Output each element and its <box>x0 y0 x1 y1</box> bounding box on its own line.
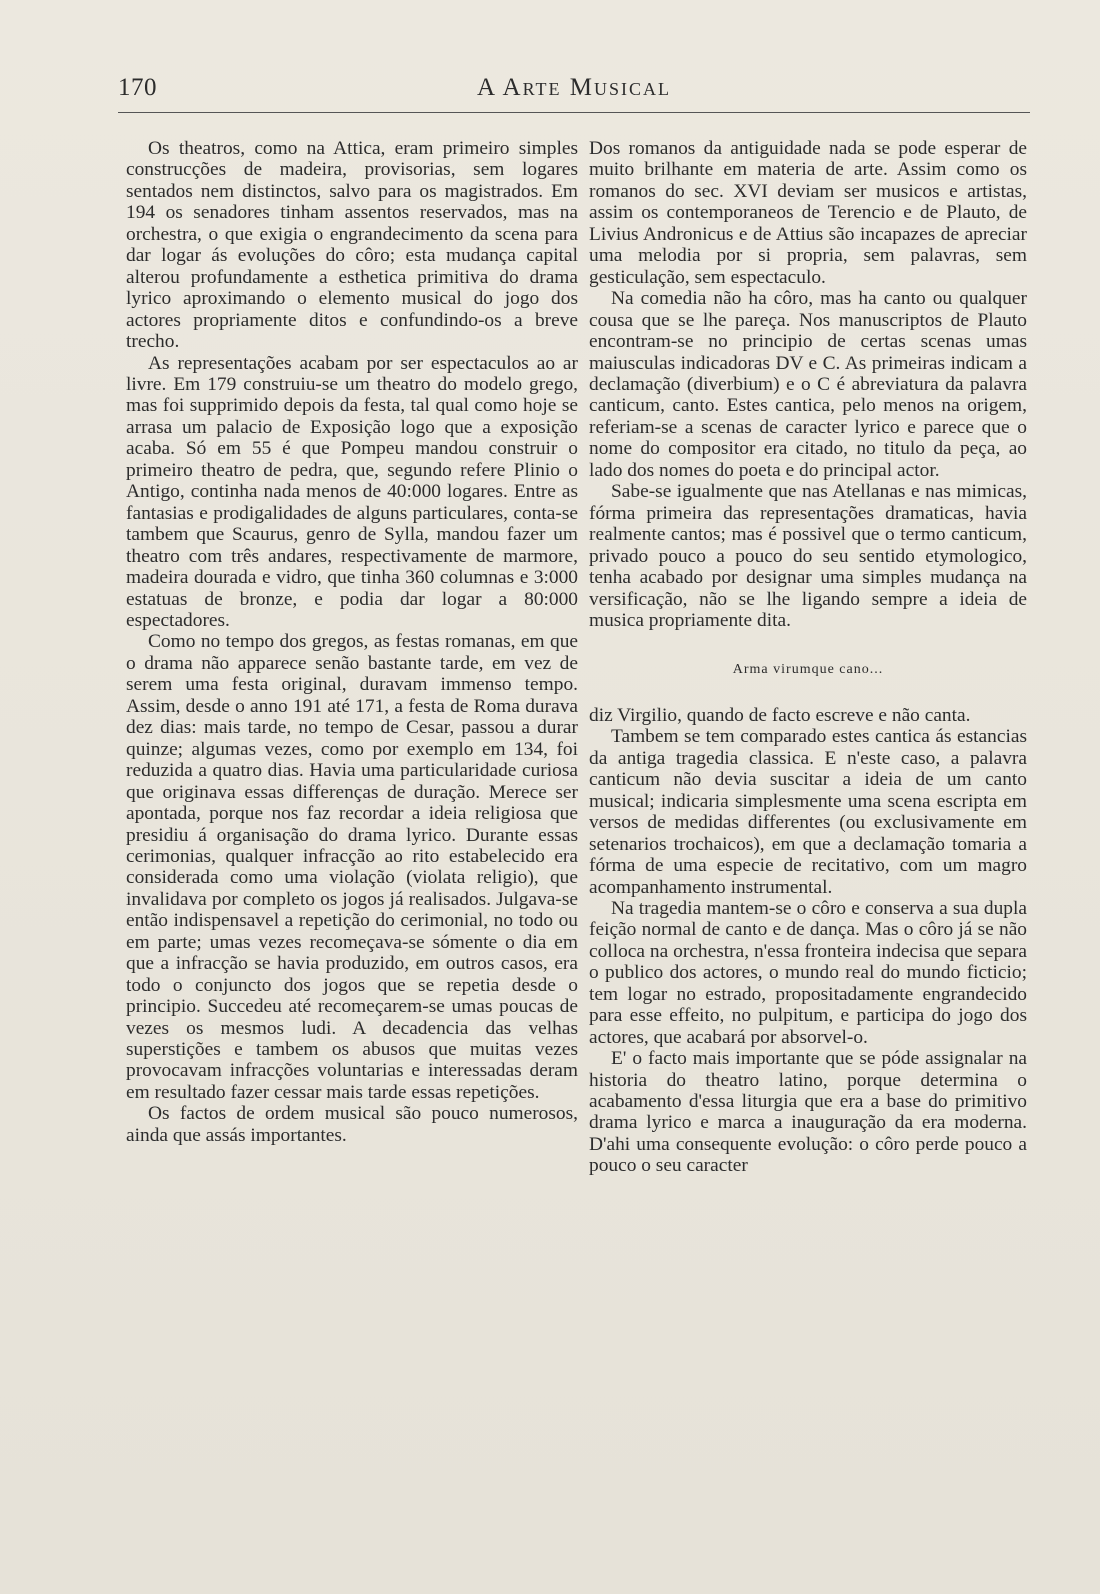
paragraph: E' o facto mais importante que se póde assignalar na historia do theatro latino, porque determina o acabamento d'essa liturgia que era a base do primitivo drama lyrico e marca a inauguração da era moderna. D'ahi uma consequente evolução: o côro perde pouco a pouco o seu caracter <box>589 1048 1027 1177</box>
paragraph: Sabe-se igualmente que nas Atellanas e nas mimicas, fórma primeira das representações dramaticas, havia realmente cantos; mas é possivel que o termo canticum, privado pouco a pouco do seu sentido etymologico, tenha acabado por designar uma simples mudança na versificação, não se lhe ligando sempre a ideia de musica propriamente dita. <box>589 481 1027 631</box>
verse-quotation: Arma virumque cano... <box>732 662 884 678</box>
paragraph: Como no tempo dos gregos, as festas romanas, em que o drama não apparece senão bastante tarde, em vez de serem uma festa original, duravam immenso tempo. Assim, desde o anno 191 até 171, a festa de Roma durava dez dias: mais tarde, no tempo de Cesar, passou a durar quinze; algumas vezes, como por exemplo em 134, foi reduzida a quatro dias. Havia uma particularidade curiosa que originava essas differenças de duração. Merece ser apontada, porque nos faz recordar a ideia religiosa que presidiu á organisação do drama lyrico. Durante essas cerimonias, qualquer infracção ao rito estabelecido era considerada como uma violação (violata religio), que invalidava por completo os jogos já realisados. Julgava-se então indispensavel a repetição do cerimonial, no todo ou em parte; umas vezes recomeçava-se sómente o dia em que a infracção se havia produzido, em outros casos, era todo o conjuncto dos jogos que se repetia desde o principio. Succedeu até recomeçarem-se umas poucas de vezes os mesmos ludi. A decadencia das velhas superstições e tambem os abusos que muitas vezes provocavam infracções voluntarias e interessadas deram em resultado fazer cessar mais tarde essas repetições. <box>126 631 578 1103</box>
paragraph: Dos romanos da antiguidade nada se pode esperar de muito brilhante em materia de arte. Assim como os romanos do sec. XVI deviam ser musicos e artistas, assim os contemporaneos de Terencio e de Plauto, de Livius Andronicus e de Attius são incapazes de apreciar uma melodia por si propria, sem palavras, sem gesticulação, sem espectaculo. <box>589 138 1027 288</box>
paragraph: Na tragedia mantem-se o côro e conserva a sua dupla feição normal de canto e de dança. Mas o côro já se não colloca na orchestra, n'essa fronteira indecisa que separa o publico dos actores, o mundo real do mundo ficticio; tem logar no estrado, propositadamente engrandecido para esse effeito, no pulpitum, e participa do jogo dos actores, que acabará por absorvel-o. <box>589 897 1027 1048</box>
paragraph: Os factos de ordem musical são pouco numerosos, ainda que assás importantes. <box>126 1103 578 1146</box>
paragraph: Tambem se tem comparado estes cantica ás estancias da antiga tragedia classica. E n'este caso, a palavra canticum não devia suscitar a ideia de um canto musical; indicaria simplesmente uma scena escripta em versos de medidas differentes (ou exclusivamente em setenarios trochaicos), em que a declamação tomaria a fórma de uma especie de recitativo, com um magro acompanhamento instrumental. <box>589 726 1027 898</box>
right-column <box>589 138 1027 1177</box>
left-column <box>126 138 578 1146</box>
running-title: A Arte Musical <box>477 74 671 101</box>
page-header <box>118 74 1030 106</box>
header-rule <box>118 112 1030 113</box>
page-number: 170 <box>118 74 157 101</box>
paragraph: Na comedia não ha côro, mas ha canto ou qualquer cousa que se lhe pareça. Nos manuscriptos de Plauto encontram-se no principio de certas scenas umas maiusculas indicadoras DV e C. As primeiras indicam a declamação (diverbium) e o C é abreviatura da palavra canticum, canto. Estes cantica, pelo menos na origem, referiam-se a scenas de caracter lyrico e parece que o nome do compositor era citado, no titulo da peça, ao lado dos nomes do poeta e do principal actor. <box>589 288 1027 481</box>
paragraph: As representações acabam por ser espectaculos ao ar livre. Em 179 construiu-se um theatro do modelo grego, mas foi supprimido depois da festa, tal qual como hoje se arrasa um palacio de Exposição logo que a exposição acaba. Só em 55 é que Pompeu mandou construir o primeiro theatro de pedra, que, segundo refere Plinio o Antigo, continha nada menos de 40:000 logares. Entre as fantasias e prodigalidades de alguns particulares, conta-se tambem que Scaurus, genro de Sylla, mandou fazer um theatro com três andares, respectivamente de marmore, madeira dourada e vidro, que tinha 360 columnas e 3:000 estatuas de bronze, e podia dar logar a 80:000 espectadores. <box>126 352 578 631</box>
paragraph: diz Virgilio, quando de facto escreve e não canta. <box>589 704 971 726</box>
paragraph: Os theatros, como na Attica, eram primeiro simples construcções de madeira, provisorias, sem logares sentados nem distinctos, salvo para os magistrados. Em 194 os senadores tinham assentos reservados, mas na orchestra, o que exigia o engrandecimento da scena para dar logar ás evoluções do côro; esta mudança capital alterou profundamente a esthetica primitiva do drama lyrico aproximando o elemento musical do jogo dos actores propriamente ditos e confundindo-os a breve trecho. <box>126 138 578 353</box>
